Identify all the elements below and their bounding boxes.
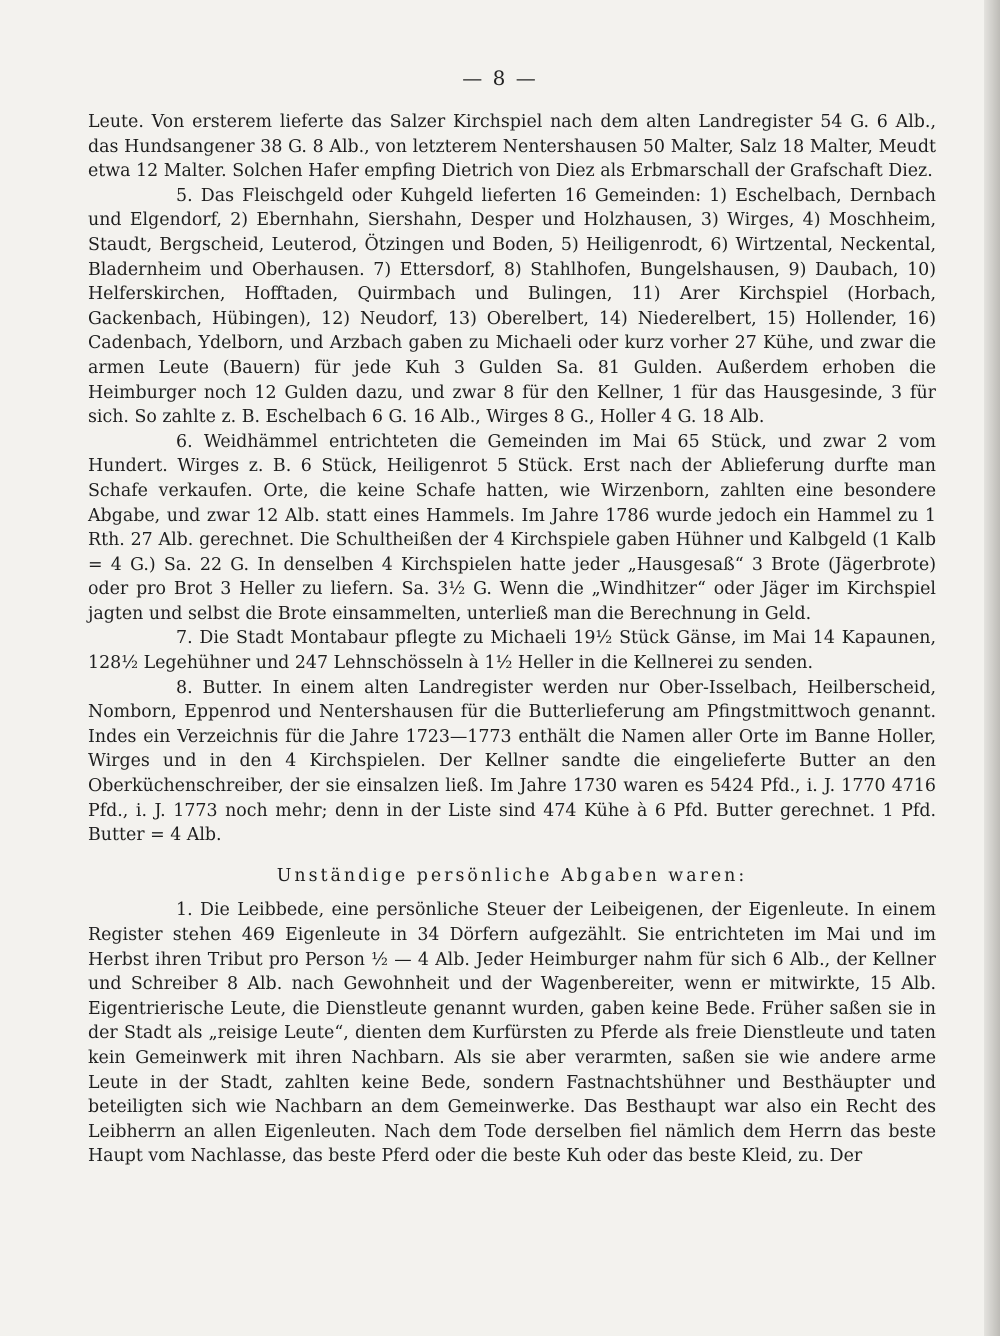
paragraph-item-6: 6. Weidhämmel entrichteten die Gemeinden im Mai 65 Stück, und zwar 2 vom Hundert. Wirges z. B. 6 Stück, Heiligenrot 5 Stück. Erst nach der Ablieferung durfte man Schafe verkaufen. Orte, die keine Schafe hatten, wie Wirzenborn, zahlten eine besondere Abgabe, und zwar 12 Alb. statt eines Hammels. Im Jahre 1786 wurde jedoch ein Hammel zu 1 Rth. 27 Alb. gerechnet. Die Schultheißen der 4 Kirchspiele gaben Hühner und Kalbgeld (1 Kalb = 4 G.) Sa. 22 G. In denselben 4 Kirchspielen hatte jeder „Hausgesaß“ 3 Brote (Jägerbrote) oder pro Brot 3 Heller zu liefern. Sa. 3½ G. Wenn die „Windhitzer“ oder Jäger im Kirchspiel jagten und selbst die Brote einsammelten, unterließ man die Berechnung in Geld. — [88, 431, 936, 624]
paragraph-item-7: 7. Die Stadt Montabaur pflegte zu Michaeli 19½ Stück Gänse, im Mai 14 Kapaunen, 128½ Legehühner und 247 Lehnschösseln à 1½ Heller in die Kellnerei zu senden. — [88, 628, 936, 674]
page-number: — 8 — — [462, 66, 538, 90]
paragraph-item-8: 8. Butter. In einem alten Landregister werden nur Ober-Isselbach, Heilberscheid, Nomborn, Eppenrod und Nentershausen für die Butterlieferung am Pfingstmittwoch genannt. Indes ein Verzeichnis für die Jahre 1723—1773 enthält die Namen aller Orte im Banne Holler, Wirges und in den 4 Kirchspielen. Der Kellner sandte die eingelieferte Butter an den Oberküchenschreiber, der sie einsalzen ließ. Im Jahre 1730 waren es 5424 Pfd., i. J. 1770 4716 Pfd., i. J. 1773 noch mehr; denn in der Liste sind 474 Kühe à 6 Pfd. Butter gerechnet. 1 Pfd. Butter = 4 Alb. — [88, 677, 936, 846]
paragraph-leibbede: 1. Die Leibbede, eine persönliche Steuer der Leibeigenen, der Eigenleute. In einem Register stehen 469 Eigenleute in 34 Dörfern aufgezählt. Sie entrichteten im Mai und im Herbst ihren Tribut pro Person ½ — 4 Alb. Jeder Heimburger nahm für sich 6 Alb., der Kellner und Schreiber 8 Alb. nach Gewohnheit und der Wagenbereiter, wenn er mitwirkte, 15 Alb. Eigentrierische Leute, die Dienstleute genannt wurden, gaben keine Bede. Früher saßen sie in der Stadt als „reisige Leute“, dienten dem Kurfürsten zu Pferde als freie Dienstleute und taten kein Gemeinwerk mit ihren Nachbarn. Als sie aber verarmten, saßen sie wie andere arme Leute in der Stadt, zahlten keine Bede, sondern Fastnachtshühner und Besthäupter und beteiligten sich wie Nachbarn an dem Gemeinwerke. Das Besthaupt war also ein Recht des Leibherrn an allen Eigenleuten. Nach dem Tode derselben fiel nämlich dem Herrn das beste Haupt vom Nachlasse, das beste Pferd oder die beste Kuh oder das beste Kleid, zu. Der — [88, 900, 936, 1167]
page-edge-shadow — [984, 0, 1000, 1336]
paragraph-continuation: Leute. Von ersterem lieferte das Salzer Kirchspiel nach dem alten Landregister 54 G. 6 Alb., das Hundsangener 38 G. 8 Alb., von letzterem Nentershausen 50 Malter, Salz 18 Malter, Meudt etwa 12 Malter. Solchen Hafer empfing Dietrich von Diez als Erbmarschall der Grafschaft Diez. — [88, 112, 936, 182]
section-heading: Unständige persönliche Abgaben waren: — [276, 865, 748, 886]
paragraph-item-5: 5. Das Fleischgeld oder Kuhgeld lieferten 16 Gemeinden: 1) Eschelbach, Dernbach und Elgendorf, 2) Ebernhahn, Siershahn, Desper und Holzhausen, 3) Wirges, 4) Moschheim, Staudt, Bergscheid, Leuterod, Ötzingen und Boden, 5) Heiligenrodt, 6) Wirtzental, Neckental, Bladernheim und Oberhausen. 7) Ettersdorf, 8) Stahlhofen, Bungelshausen, 9) Daubach, 10) Helferskirchen, Hofftaden, Quirmbach und Bulingen, 11) Arer Kirchspiel (Horbach, Gackenbach, Hübingen), 12) Neudorf, 13) Oberelbert, 14) Niederelbert, 15) Hollender, 16) Cadenbach, Ydelborn, und Arzbach gaben zu Michaeli oder kurz vorher 27 Kühe, und zwar die armen Leute (Bauern) für jede Kuh 3 Gulden Sa. 81 Gulden. Außerdem erhoben die Heimburger noch 12 Gulden dazu, und zwar 8 für den Kellner, 1 für das Hausgesinde, 3 für sich. So zahlte z. B. Eschelbach 6 G. 16 Alb., Wirges 8 G., Holler 4 G. 18 Alb. — [88, 185, 936, 428]
body-text — [88, 110, 936, 1169]
